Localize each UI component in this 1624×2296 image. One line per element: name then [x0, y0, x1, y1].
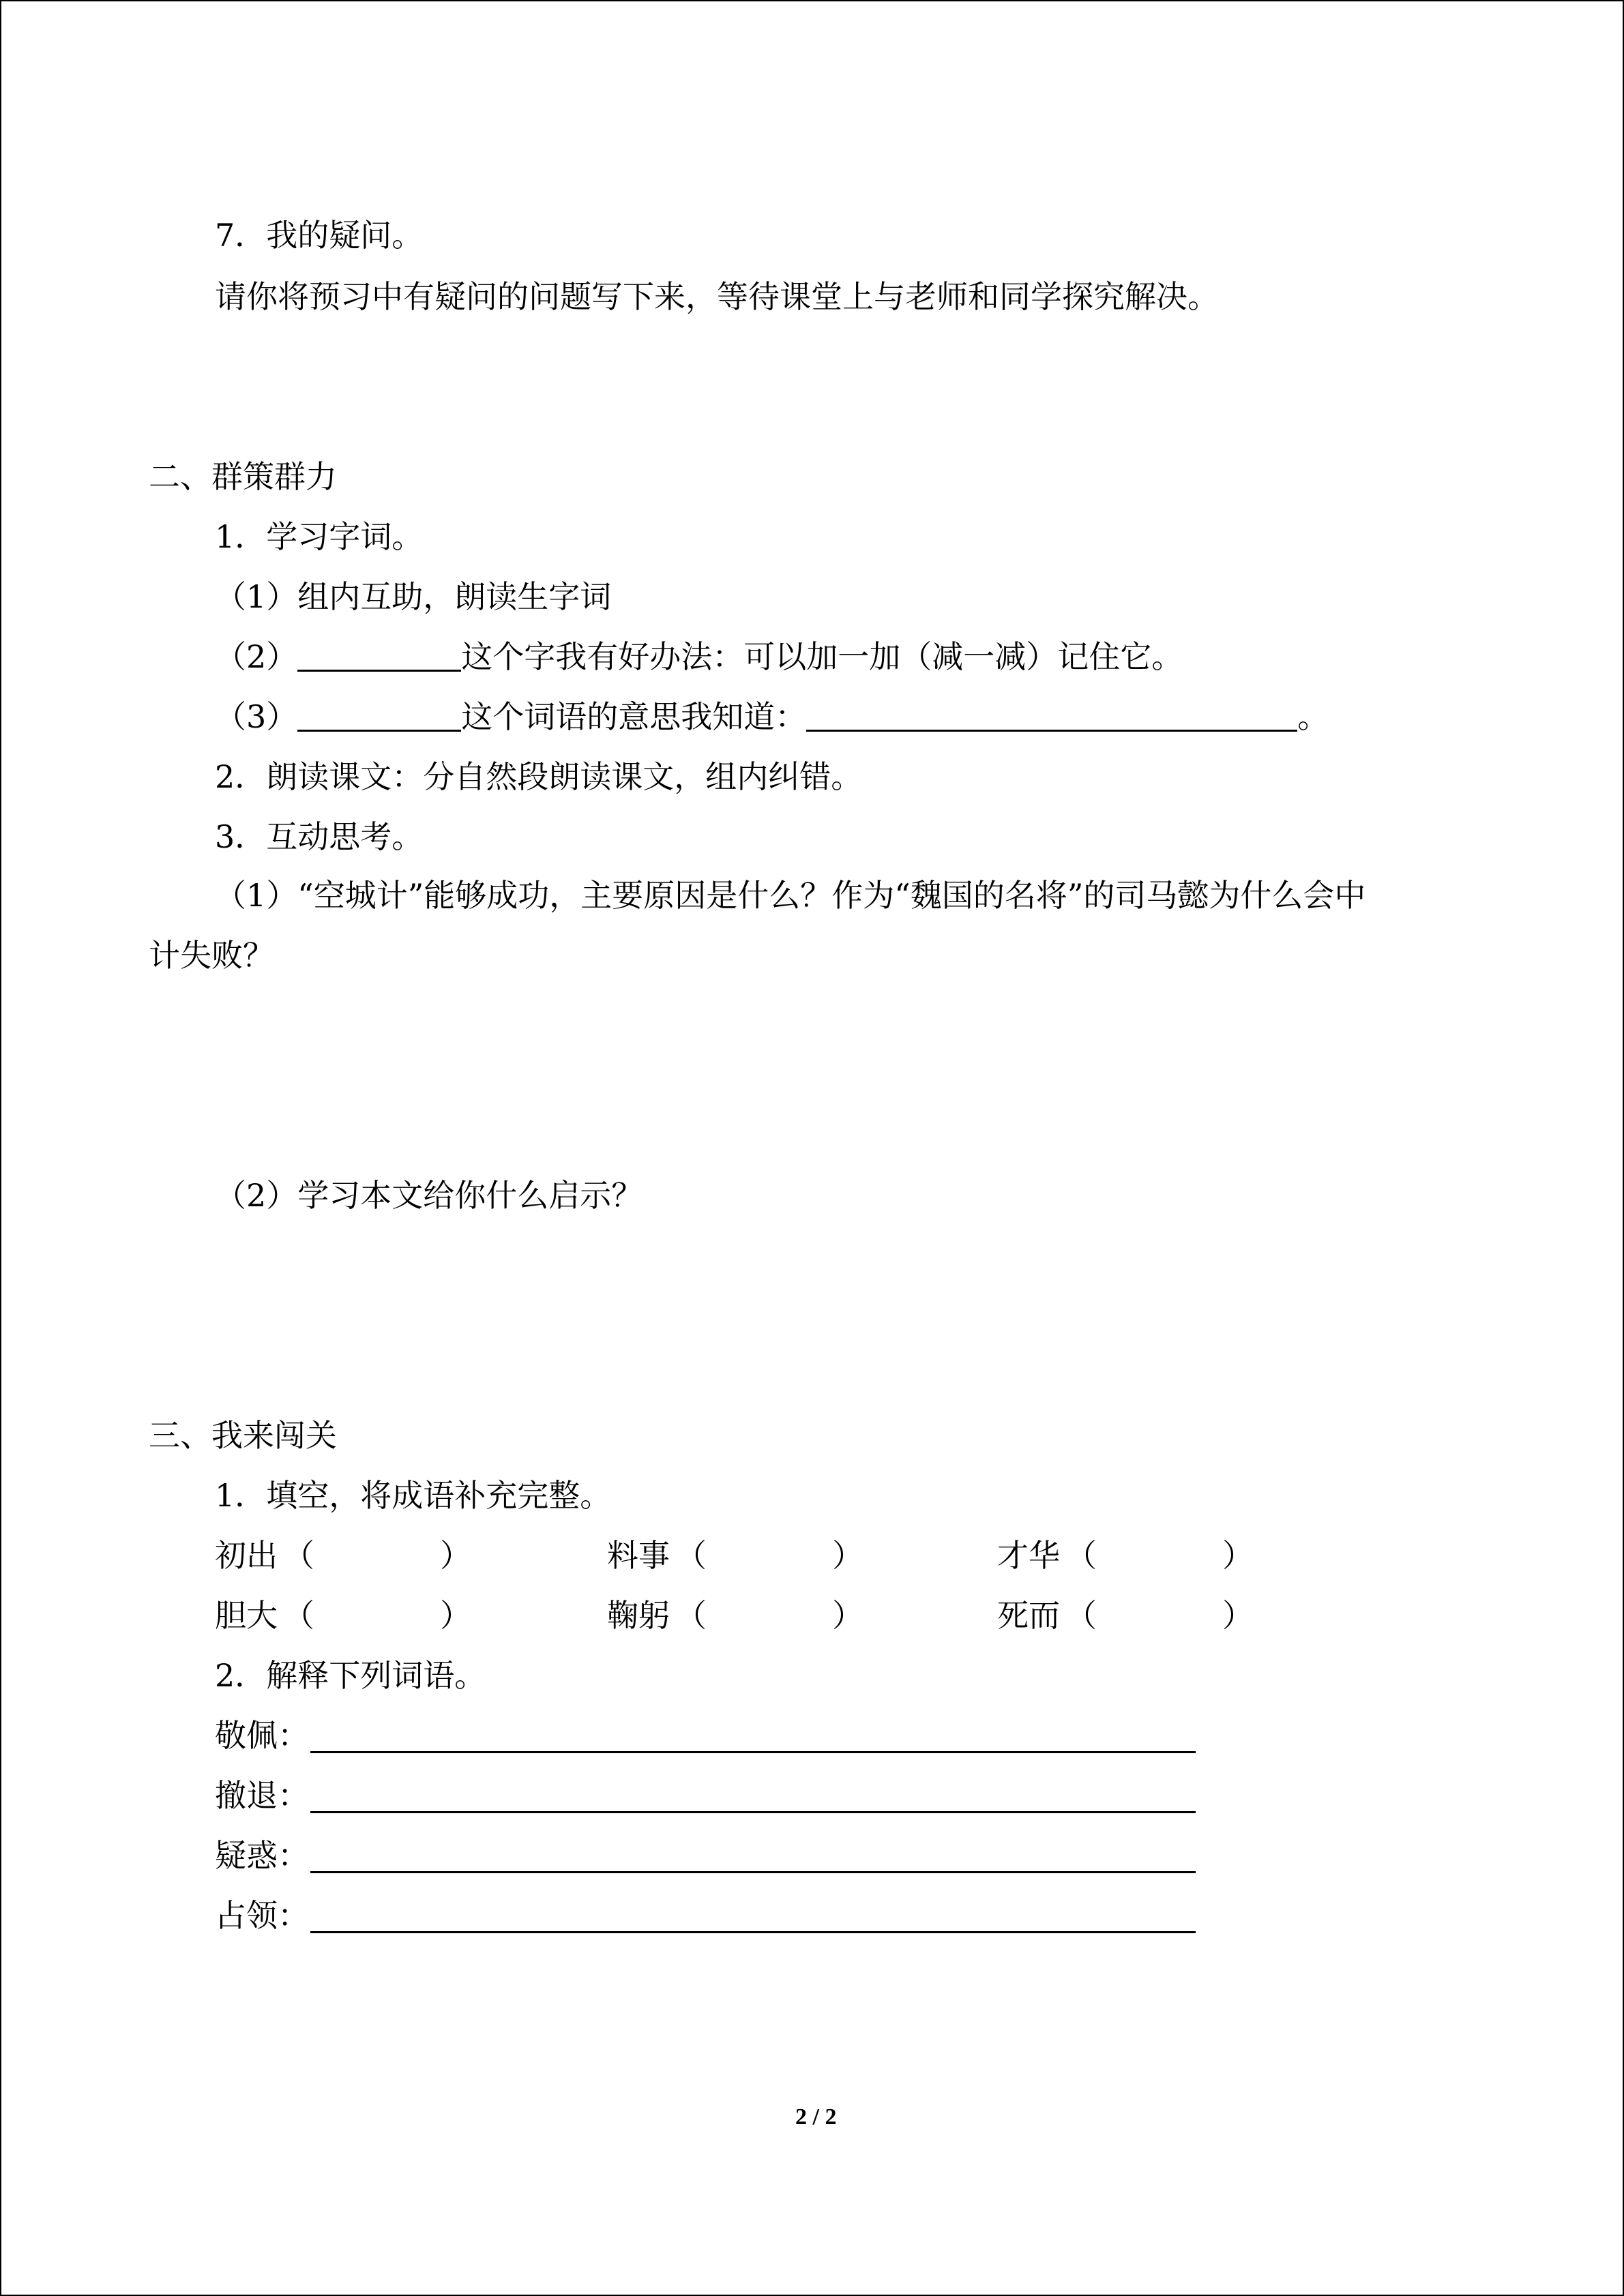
idiom-close-paren: ） [1222, 1597, 1254, 1634]
q7-title: 7．我的疑问。 [215, 217, 424, 254]
section2-q1-line1: （1）“空城计”能够成功，主要原因是什么？作为“魏国的名将”的司马懿为什么会中 [215, 877, 1366, 914]
sub2-prefix: （2） [215, 638, 298, 675]
section2-heading: 二、群策群力 [149, 458, 337, 495]
sub3-text: 这个词语的意思我知道： [461, 698, 807, 735]
section2-sub2 [215, 638, 1183, 675]
section3-item2: 2．解释下列词语。 [215, 1657, 486, 1694]
section2-item1: 1．学习字词。 [215, 518, 424, 555]
word-blank[interactable] [297, 702, 461, 732]
sub3-end: 。 [1297, 698, 1329, 735]
idiom-open-paren: （ [1065, 1597, 1097, 1634]
idiom-prefix: 鞠躬 [607, 1597, 670, 1634]
term-label: 疑惑： [215, 1837, 309, 1874]
answer-line[interactable] [310, 1931, 1196, 1933]
sub3-prefix: （3） [215, 698, 298, 735]
idiom-close-paren: ） [832, 1537, 863, 1574]
page-number: 2 / 2 [795, 2104, 837, 2130]
meaning-blank[interactable] [806, 702, 1297, 732]
idiom-open-paren: （ [283, 1537, 314, 1574]
section2-item3: 3．互动思考。 [215, 818, 424, 855]
section2-sub1: （1）组内互助，朗读生字词 [215, 578, 612, 615]
idiom-open-paren: （ [675, 1537, 707, 1574]
idiom-open-paren: （ [1065, 1537, 1097, 1574]
idiom-prefix: 料事 [607, 1537, 670, 1574]
section2-q1-line2: 计失败？ [149, 937, 274, 974]
idiom-close-paren: ） [832, 1597, 863, 1634]
answer-line[interactable] [310, 1751, 1196, 1753]
term-label: 占领： [215, 1897, 309, 1934]
idiom-prefix: 死而 [997, 1597, 1060, 1634]
idiom-close-paren: ） [440, 1597, 471, 1634]
idiom-prefix: 才华 [997, 1537, 1060, 1574]
section2-q2: （2）学习本文给你什么启示？ [215, 1177, 643, 1214]
idiom-prefix: 初出 [215, 1537, 278, 1574]
section3-item1: 1．填空，将成语补充完整。 [215, 1477, 612, 1514]
idiom-close-paren: ） [1222, 1537, 1254, 1574]
idiom-close-paren: ） [440, 1537, 471, 1574]
section2-item2: 2．朗读课文：分自然段朗读课文，组内纠错。 [215, 758, 863, 795]
sub2-text: 这个字我有好办法：可以加一加（减一减）记住它。 [461, 638, 1183, 675]
idiom-prefix: 胆大 [215, 1597, 278, 1634]
term-label: 敬佩： [215, 1717, 309, 1754]
answer-line[interactable] [310, 1811, 1196, 1813]
q7-instruction: 请你将预习中有疑问的问题写下来，等待课堂上与老师和同学探究解决。 [215, 278, 1219, 315]
answer-line[interactable] [310, 1871, 1196, 1873]
idiom-open-paren: （ [675, 1597, 707, 1634]
section2-sub3 [215, 698, 1329, 735]
term-label: 撤退： [215, 1777, 309, 1814]
idiom-open-paren: （ [283, 1597, 314, 1634]
section3-heading: 三、我来闯关 [149, 1417, 337, 1454]
character-blank[interactable] [297, 642, 461, 672]
